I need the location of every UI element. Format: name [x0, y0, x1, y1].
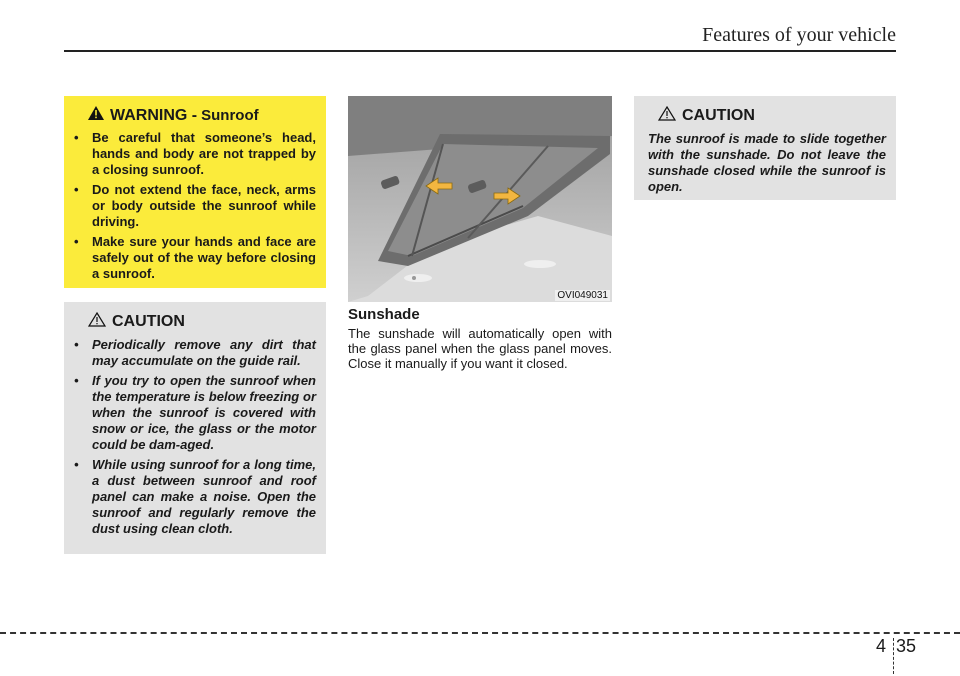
warning-triangle-icon	[88, 106, 104, 125]
caution-label-1: CAUTION	[112, 313, 185, 330]
page-divider	[893, 638, 894, 674]
caution-title-2	[658, 106, 886, 126]
caution-box-1	[64, 302, 326, 554]
list-item: • While using sunroof for a long time, a dust between sunroof and roof panel can make a noise. Open the sunroof and regularly remove the dust using clean cloth.	[74, 457, 316, 537]
caution-box-2	[634, 96, 896, 200]
page-number: 35	[896, 636, 917, 656]
caution-text-2: The sunroof is made to slide together with the sunshade. Do not leave the sunshade closed while the sunroof is open.	[648, 131, 886, 194]
caution-triangle-icon	[88, 312, 106, 332]
footer-rule	[0, 632, 960, 634]
warning-label: WARNING -	[110, 106, 198, 124]
list-item: • Periodically remove any dirt that may accumulate on the guide rail.	[74, 337, 316, 369]
section-heading: Sunshade	[348, 306, 420, 323]
section-body: The sunshade will automatically open with the glass panel when the glass panel moves. Close it manually if you want it closed.	[348, 326, 612, 371]
list-item: • Be careful that someone’s head, hands and body are not trapped by a closing sunroof.	[74, 130, 316, 178]
caution-title-1	[88, 312, 316, 332]
caution-list-1	[74, 337, 316, 537]
list-item: • Do not extend the face, neck, arms or body outside the sunroof while driving.	[74, 182, 316, 230]
caution-label-2: CAUTION	[682, 107, 755, 124]
warning-list	[74, 130, 316, 282]
warning-subject: Sunroof	[201, 107, 259, 124]
sunshade-illustration	[348, 96, 612, 302]
chapter-number: 4	[876, 636, 887, 656]
warning-title	[88, 106, 316, 125]
figure-caption: OVI049031	[557, 290, 608, 301]
caution-triangle-icon	[658, 106, 676, 126]
list-item: • Make sure your hands and face are safely out of the way before closing a sunroof.	[74, 234, 316, 282]
page-header-title: Features of your vehicle	[702, 24, 896, 46]
header-rule	[64, 50, 896, 52]
list-item: • If you try to open the sunroof when the temperature is below freezing or when the sunroof is covered with snow or ice, the glass or the motor could be dam-aged.	[74, 373, 316, 453]
sunshade-photo-drawing	[348, 96, 612, 302]
warning-box	[64, 96, 326, 288]
